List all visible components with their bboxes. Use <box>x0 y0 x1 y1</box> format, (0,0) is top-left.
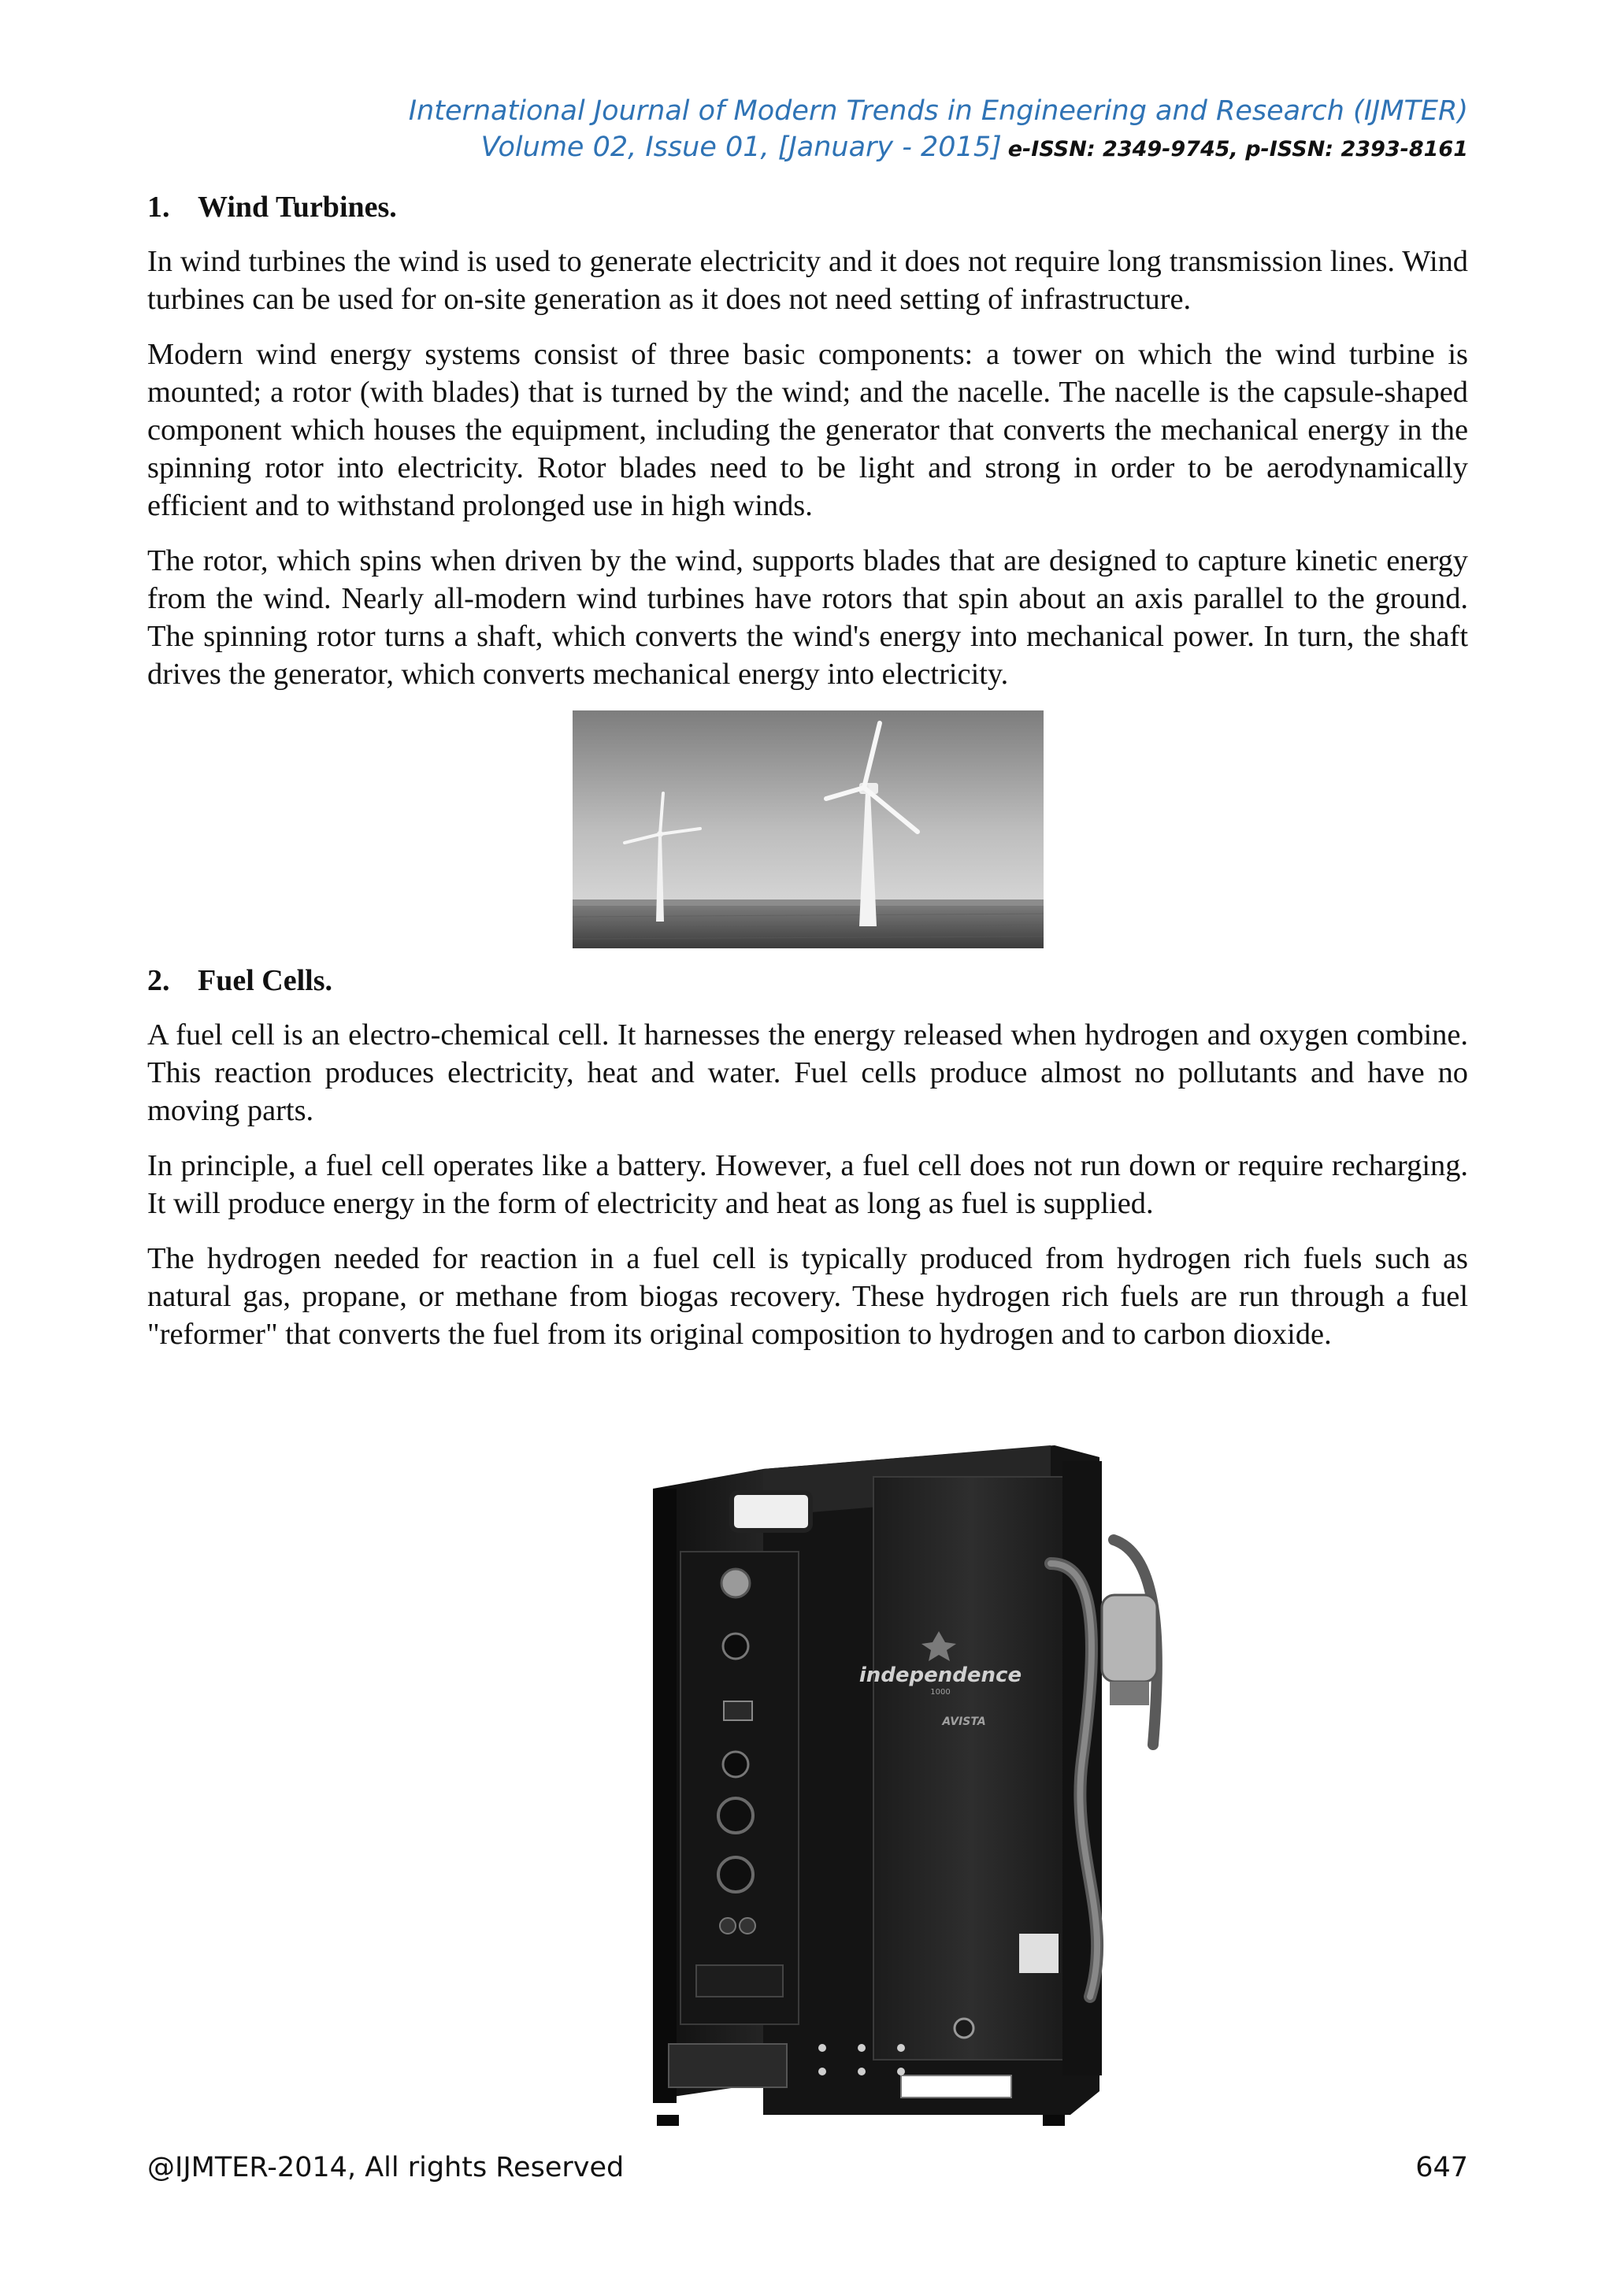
brand-logo-number: 1000 <box>930 1688 951 1697</box>
page-footer <box>147 2152 1468 2183</box>
section-number: 1. <box>147 191 170 224</box>
section-title: Fuel Cells. <box>198 964 332 997</box>
section-heading-fuel-cells <box>147 961 1468 1000</box>
paragraph: The hydrogen needed for reaction in a fuel cell is typically produced from hydrogen rich fuels such as natural gas, propane, or methane from biogas recovery. These hydrogen rich fuels are run through a fuel "reformer" that converts the fuel from its original composition to hydrogen and to carbon dioxide. <box>147 1242 1468 1351</box>
journal-header <box>409 93 1468 168</box>
section-number: 2. <box>147 964 170 997</box>
paragraph: Modern wind energy systems consist of three basic components: a tower on which the wind turbine is mounted; a rotor (with blades) that is turned by the wind; and the nacelle. The nacelle is the capsule-shaped component which houses the equipment, including the generator that converts the mechanical energy in the spinning rotor into electricity. Rotor blades need to be light and strong in order to be aerodynamically efficient and to withstand prolonged use in high winds. <box>147 338 1468 522</box>
brand-logo-text: independence <box>858 1664 1022 1687</box>
section-heading-wind-turbines <box>147 187 1468 227</box>
page-content <box>147 187 1468 1728</box>
paragraph: In principle, a fuel cell operates like a battery. However, a fuel cell does not run down or require recharging. It will produce energy in the form of electricity and heat as long as fuel is supplied. <box>147 1149 1468 1220</box>
section-title: Wind Turbines. <box>198 191 397 224</box>
footer-copyright: @IJMTER-2014, All rights Reserved <box>147 2152 625 2183</box>
journal-volume: Volume 02, Issue 01, [January - 2015] <box>480 132 1002 163</box>
paragraph: In wind turbines the wind is used to generate electricity and it does not require long transmission lines. Wind turbines can be used for on-site generation as it does not need setting of infrastructure. <box>147 245 1468 316</box>
wind-turbines-photo <box>573 710 1044 948</box>
journal-volume-line <box>409 129 1468 168</box>
paragraph: The rotor, which spins when driven by the wind, supports blades that are designed to capture kinetic energy from the wind. Nearly all-modern wind turbines have rotors that spin about an axis parallel to the ground. The spinning rotor turns a shaft, which converts the wind's energy into mechanical power. In turn, the shaft drives the generator, which converts mechanical energy into electricity. <box>147 544 1468 691</box>
journal-title: International Journal of Modern Trends in Engineering and Research (IJMTER) <box>408 95 1468 127</box>
paragraph: A fuel cell is an electro-chemical cell. It harnesses the energy released when hydrogen and oxygen combine. This reaction produces electricity, heat and water. Fuel cells produce almost no pollutants and have no moving parts. <box>147 1018 1468 1127</box>
page-number: 647 <box>1415 2152 1468 2183</box>
journal-issn: e-ISSN: 2349-9745, p-ISSN: 2393-8161 <box>1007 137 1468 161</box>
maker-logo-text: AVISTA <box>942 1716 986 1728</box>
